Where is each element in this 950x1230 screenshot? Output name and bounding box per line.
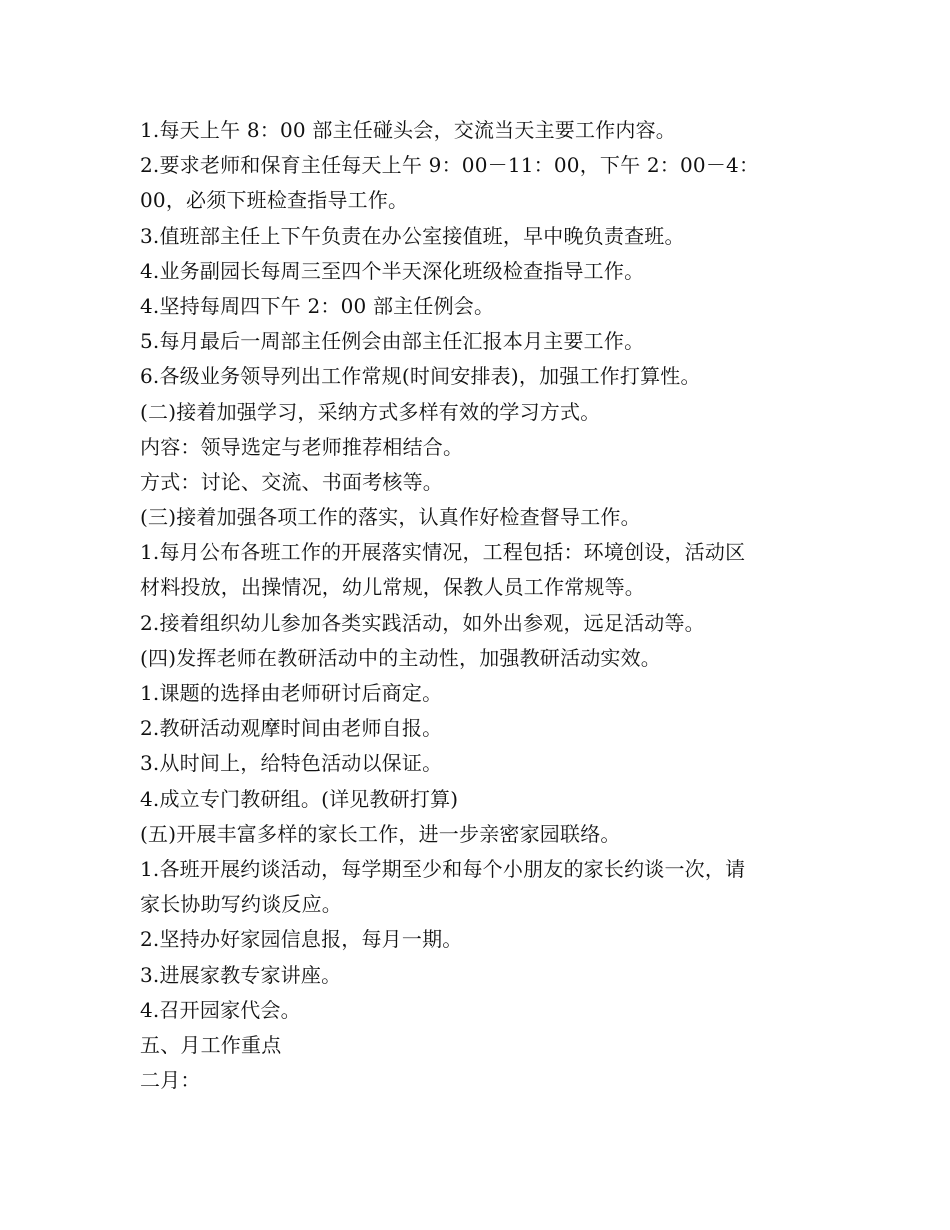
text-line: 3.进展家教专家讲座。 — [140, 962, 342, 987]
text-line: 3.值班部主任上下午负责在办公室接值班，早中晚负责查班。 — [140, 223, 685, 248]
text-line: 3.从时间上，给特色活动以保证。 — [140, 751, 443, 776]
text-line: 00，必须下班检查指导工作。 — [140, 188, 409, 213]
text-line: 1.每月公布各班工作的开展落实情况，工程包括：环境创设，活动区 — [140, 540, 746, 565]
text-line: 2.要求老师和保育主任每天上午 9：00－11：00，下午 2：00－4： — [140, 153, 760, 178]
text-line: 4.成立专门教研组。(详见教研打算) — [140, 786, 459, 811]
text-line: 方式：讨论、交流、书面考核等。 — [140, 469, 443, 494]
text-line: 2.教研活动观摩时间由老师自报。 — [140, 716, 443, 741]
text-line: 材料投放，出操情况，幼儿常规，保教人员工作常规等。 — [140, 575, 645, 600]
text-line: 二月： — [140, 1068, 201, 1093]
text-line: 4.坚持每周四下午 2：00 部主任例会。 — [140, 293, 495, 318]
text-line: 4.业务副园长每周三至四个半天深化班级检查指导工作。 — [140, 258, 645, 283]
text-line: 1.各班开展约谈活动，每学期至少和每个小朋友的家长约谈一次，请 — [140, 856, 746, 881]
text-line: 家长协助写约谈反应。 — [140, 892, 342, 917]
text-line: 内容：领导选定与老师推荐相结合。 — [140, 434, 464, 459]
text-line: 4.召开园家代会。 — [140, 997, 301, 1022]
text-line: 2.坚持办好家园信息报，每月一期。 — [140, 927, 463, 952]
text-line: 1.每天上午 8：00 部主任碰头会，交流当天主要工作内容。 — [140, 118, 676, 142]
text-line: 5.每月最后一周部主任例会由部主任汇报本月主要工作。 — [140, 329, 645, 354]
document-body — [140, 113, 820, 1098]
text-line: 2.接着组织幼儿参加各类实践活动，如外出参观，远足活动等。 — [140, 610, 705, 635]
section-heading: (五)开展丰富多样的家长工作，进一步亲密家园联络。 — [140, 821, 621, 846]
section-heading: (四)发挥老师在教研活动中的主动性，加强教研活动实效。 — [140, 645, 662, 670]
section-heading: (二)接着加强学习，采纳方式多样有效的学习方式。 — [140, 399, 601, 424]
text-line: 1.课题的选择由老师研讨后商定。 — [140, 681, 443, 705]
section-heading: 五、月工作重点 — [140, 1032, 282, 1057]
text-line: 6.各级业务领导列出工作常规(时间安排表)，加强工作打算性。 — [140, 364, 701, 389]
section-heading: (三)接着加强各项工作的落实，认真作好检查督导工作。 — [140, 505, 641, 530]
